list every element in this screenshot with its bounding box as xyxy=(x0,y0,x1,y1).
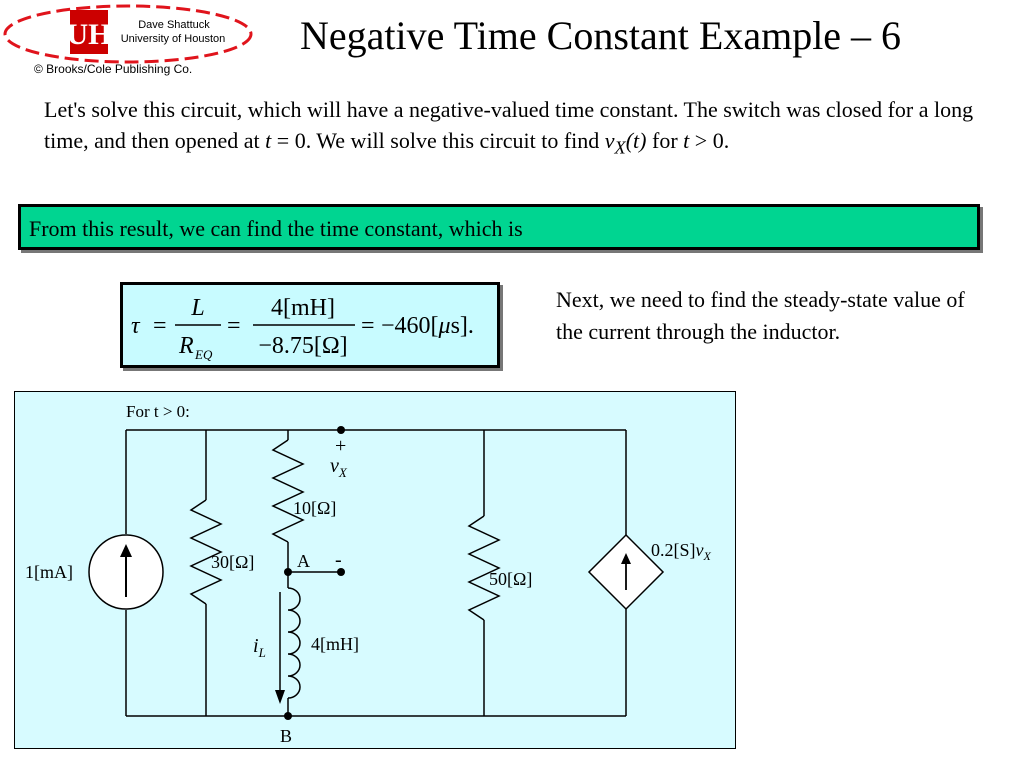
il-i: i xyxy=(253,635,259,657)
node-b-dot xyxy=(284,712,292,720)
formula-result-unit: s]. xyxy=(450,313,474,339)
formula-R-subscript: EQ xyxy=(195,347,213,362)
inductor-coil xyxy=(288,588,300,698)
vx-plus: + xyxy=(335,435,347,457)
circuit-graphic xyxy=(15,392,737,750)
vx-minus: - xyxy=(335,549,342,571)
node-a-dot xyxy=(284,568,292,576)
r30-label: 30[Ω] xyxy=(211,552,255,572)
formula-L: L xyxy=(191,295,205,321)
formula-result xyxy=(381,313,474,339)
il-subscript: L xyxy=(258,645,266,660)
circuit-diagram xyxy=(14,391,736,749)
formula-result-value: −460[ xyxy=(381,313,439,339)
logo-initials: UH xyxy=(66,18,112,51)
next-step-text: Next, we need to find the steady-state value of the current through the inductor. xyxy=(556,287,965,344)
inductor-label: 4[mH] xyxy=(311,634,359,654)
formula-graphic xyxy=(123,285,497,365)
r50-label: 50[Ω] xyxy=(489,569,533,589)
intro-v-subscript: X xyxy=(614,137,626,158)
node-a-label: A xyxy=(297,551,310,571)
intro-text-4: > 0. xyxy=(689,128,730,153)
formula-mu: μ xyxy=(438,313,451,339)
resistor-50 xyxy=(469,516,499,620)
vx-subscript: X xyxy=(338,465,347,480)
time-constant-formula xyxy=(120,282,500,368)
circuit-caption: For t > 0: xyxy=(126,402,190,421)
dep-gain: 0.2[S] xyxy=(651,540,696,560)
intro-text-3: for xyxy=(646,128,684,153)
banner-text: From this result, we can find the time constant, which is xyxy=(29,216,523,241)
vx-v: v xyxy=(330,455,339,477)
formula-tau: τ xyxy=(131,313,140,339)
intro-t-var-2: t xyxy=(683,128,690,153)
dep-v: v xyxy=(695,540,704,560)
intro-text-1: Let's solve this circuit, which will have a negative-valued time constant. The switch was closed for a long time, and then opened at xyxy=(44,97,974,153)
dependent-source-label xyxy=(651,540,712,563)
node-b-label: B xyxy=(280,726,293,746)
r10-label: 10[Ω] xyxy=(293,498,337,518)
vx-label xyxy=(330,455,348,480)
intro-v-var: v xyxy=(604,128,615,153)
resistor-10 xyxy=(273,440,303,542)
slide-title: Negative Time Constant Example – 6 xyxy=(300,13,902,58)
source-label: 1[mA] xyxy=(25,562,73,582)
intro-text-2: = 0. We will solve this circuit to find xyxy=(271,128,605,153)
intro-paragraph xyxy=(44,94,974,163)
terminal-plus xyxy=(337,426,345,434)
formula-R: R xyxy=(179,333,194,359)
dep-subscript: X xyxy=(703,549,711,563)
intro-t-var: t xyxy=(265,128,272,153)
formula-eq-1: = xyxy=(153,313,167,339)
publisher-credit: © Brooks/Cole Publishing Co. xyxy=(34,62,193,76)
formula-eq-2: = xyxy=(227,313,241,339)
logo-author: Dave Shattuck xyxy=(138,19,210,31)
formula-eq-3: = xyxy=(361,313,375,339)
formula-numerator: 4[mH] xyxy=(271,295,335,321)
logo-institution: University of Houston xyxy=(120,33,226,45)
intro-t-arg: (t) xyxy=(625,128,647,153)
result-banner xyxy=(18,204,980,250)
formula-denominator: −8.75[Ω] xyxy=(258,333,348,359)
il-arrow-icon xyxy=(275,690,285,704)
il-label xyxy=(253,635,266,660)
